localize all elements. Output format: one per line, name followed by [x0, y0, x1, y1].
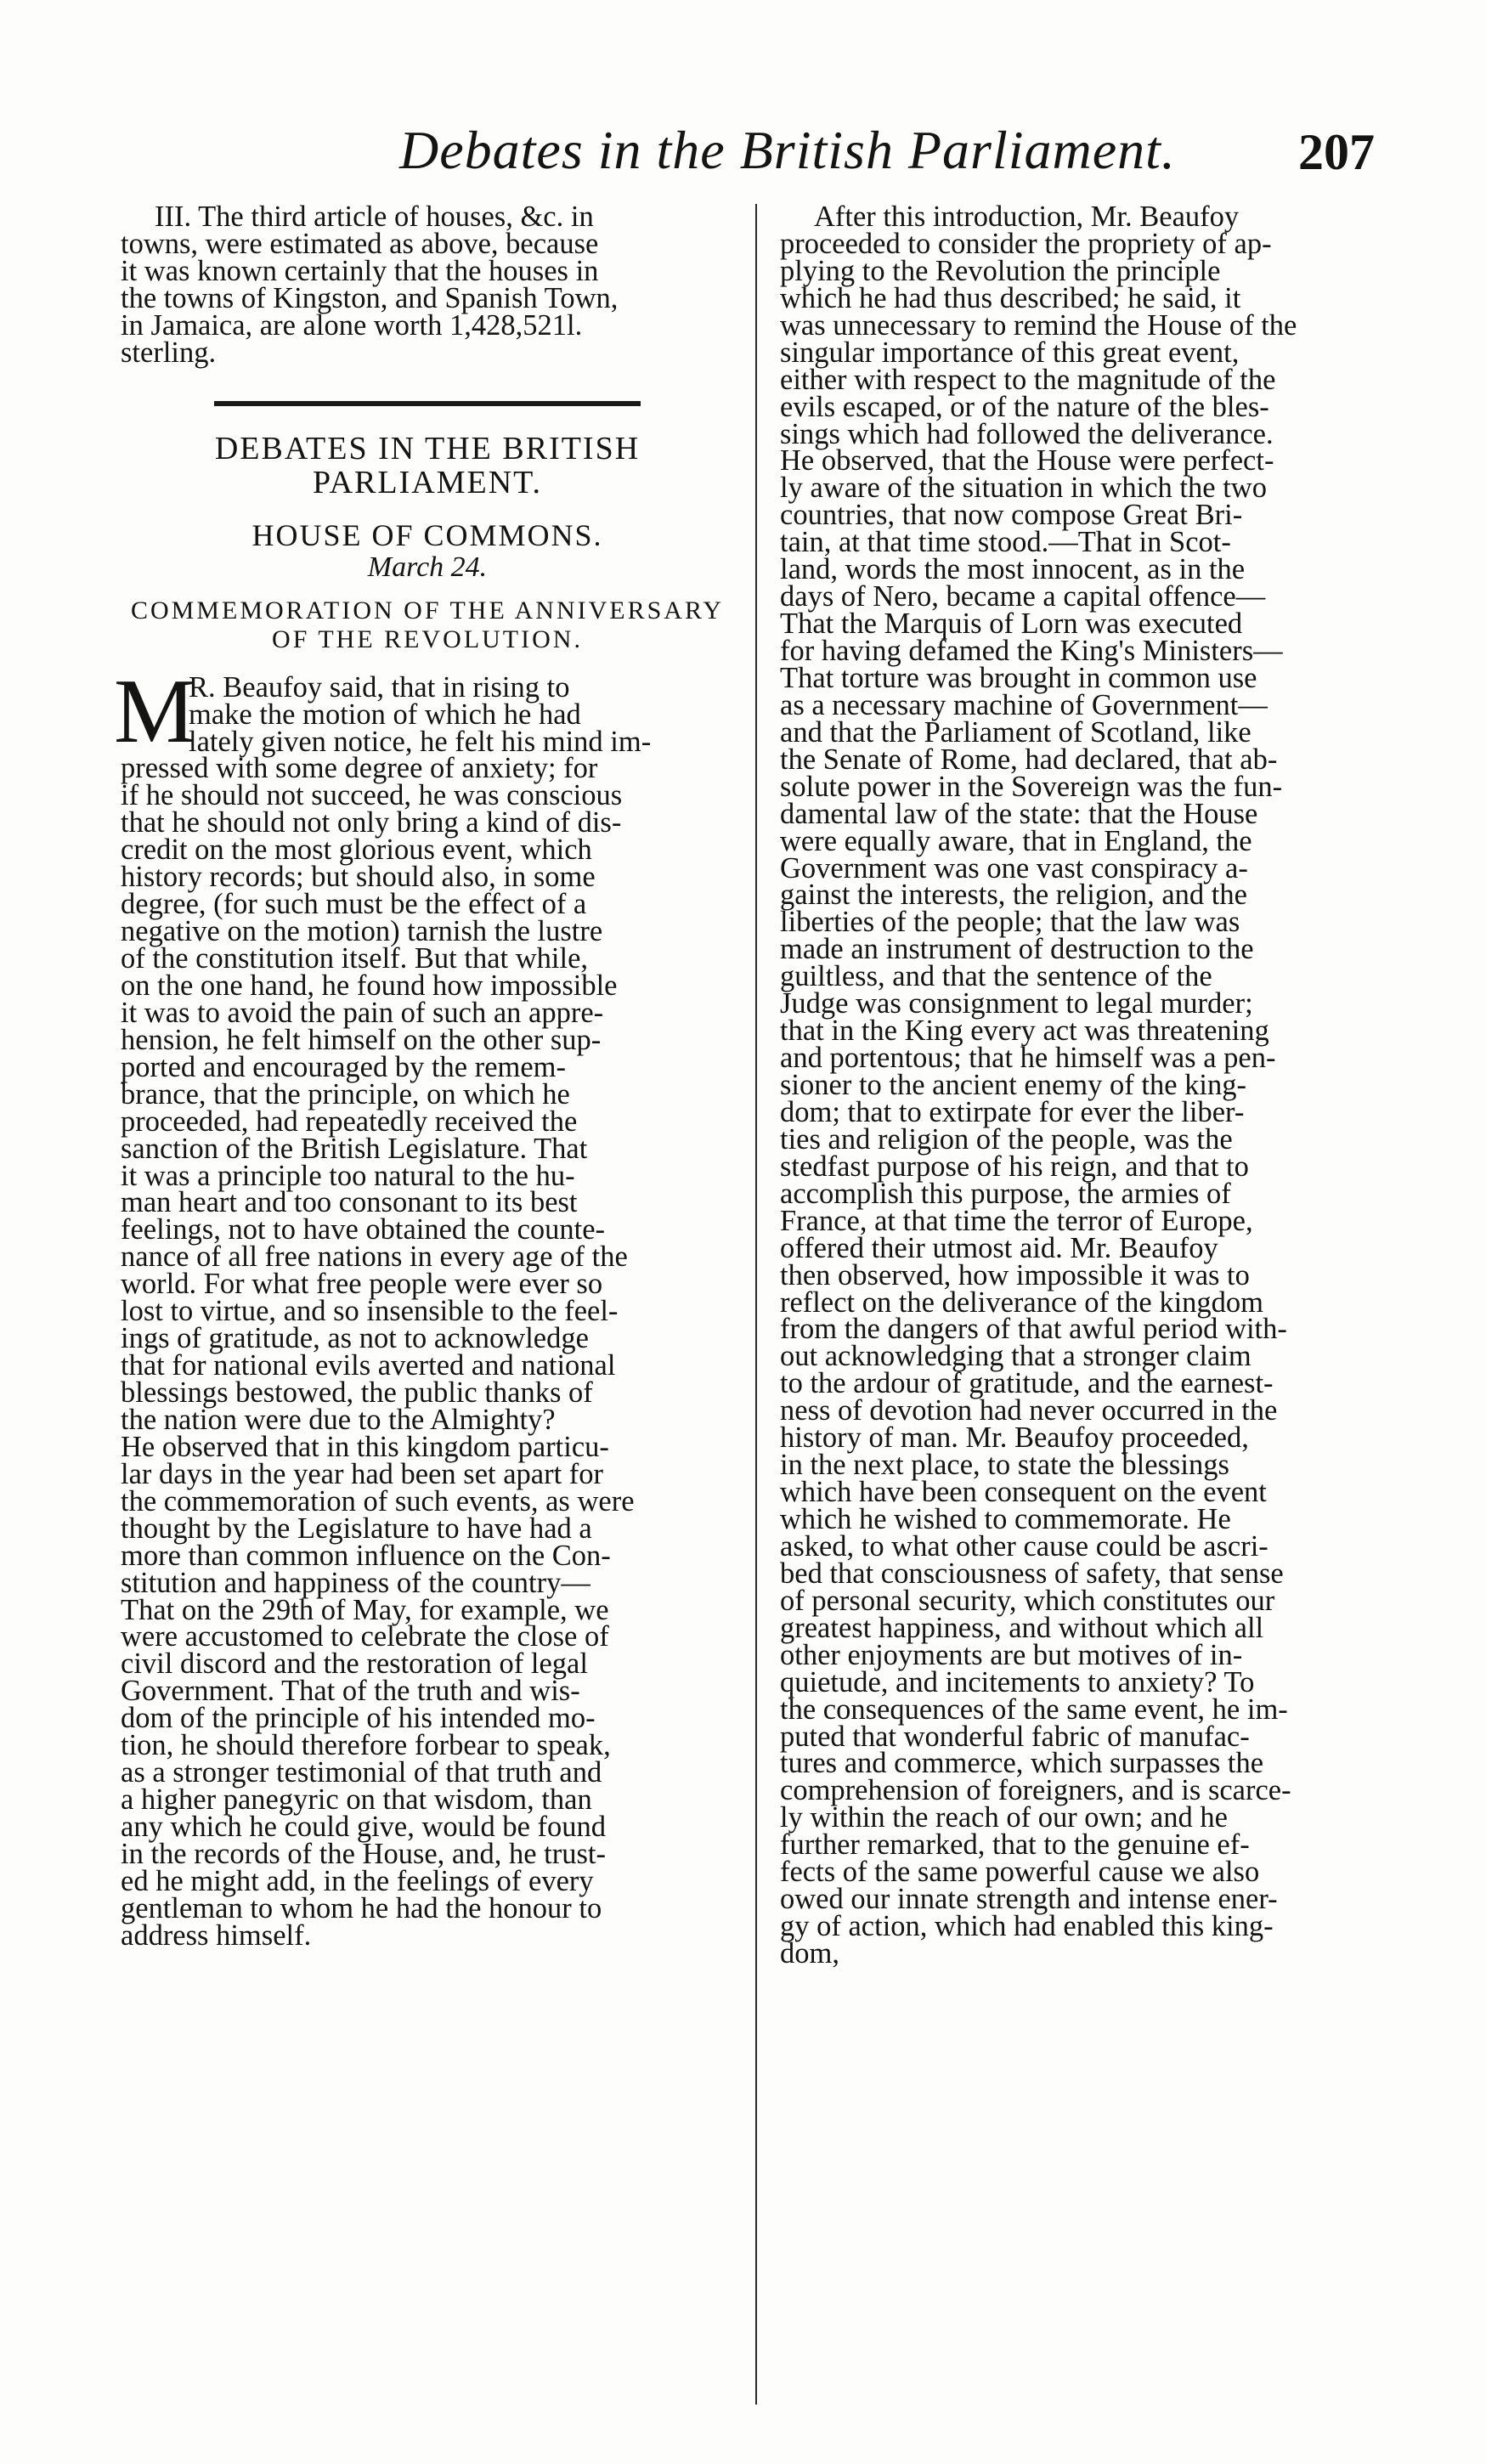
- drop-cap: M: [114, 660, 196, 762]
- text-line: proceeded to consider the propriety of ap-: [780, 227, 1272, 260]
- text-line: thought by the Legislature to have had a: [121, 1512, 592, 1545]
- intro-paragraph: [121, 201, 734, 369]
- text-line: tain, at that time stood.—That in Scot-: [780, 526, 1231, 559]
- text-line: ings of gratitude, as not to acknowledge: [121, 1322, 589, 1355]
- text-line: then observed, how impossible it was to: [780, 1258, 1250, 1291]
- text-line: for having defamed the King's Ministers—: [780, 635, 1283, 667]
- text-line: address himself.: [121, 1919, 312, 1952]
- text-line: civil discord and the restoration of legal: [121, 1647, 588, 1681]
- text-line: damental law of the state: that the House: [780, 797, 1258, 830]
- text-line: the consequences of the same event, he im-: [780, 1693, 1288, 1726]
- text-line: the commemoration of such events, as were: [121, 1484, 635, 1517]
- text-line: and portentous; that he himself was a pen-: [780, 1042, 1276, 1075]
- text-line: Government. That of the truth and wis-: [121, 1675, 580, 1708]
- text-line: a higher panegyric on that wisdom, than: [121, 1783, 592, 1817]
- section-rule: [214, 401, 641, 406]
- text-line: After this introduction, Mr. Beaufoy: [814, 201, 1240, 233]
- text-line: offered their utmost aid. Mr. Beaufoy: [780, 1231, 1218, 1264]
- text-line: it was known certainly that the houses in: [121, 254, 599, 287]
- text-line: gentleman to whom he had the honour to: [121, 1891, 602, 1924]
- text-line: tion, he should therefore forbear to speak,: [121, 1729, 611, 1762]
- text-line: that he should not only bring a kind of dis-: [121, 806, 622, 839]
- text-line: more than common influence on the Con-: [121, 1539, 611, 1572]
- text-line: owed our innate strength and intense ener-: [780, 1883, 1278, 1916]
- text-line: ly aware of the situation in which the two: [780, 472, 1267, 505]
- text-line: in Jamaica, are alone worth 1,428,521l.: [121, 308, 583, 342]
- text-line: ly within the reach of our own; and he: [780, 1801, 1228, 1834]
- text-line: other enjoyments are but motives of in-: [780, 1638, 1243, 1671]
- text-line: guiltless, and that the sentence of the: [780, 960, 1212, 993]
- text-line: evils escaped, or of the nature of the bles-: [780, 390, 1269, 423]
- text-line: lost to virtue, and so insensible to the feel-: [121, 1295, 619, 1328]
- text-line: either with respect to the magnitude of the: [780, 363, 1276, 396]
- house-title: HOUSE OF COMMONS.: [251, 517, 603, 552]
- text-line: if he should not succeed, he was conscious: [121, 779, 623, 812]
- text-line: proceeded, had repeatedly received the: [121, 1105, 578, 1138]
- text-line: it was to avoid the pain of such an appre-: [121, 996, 604, 1029]
- text-line: negative on the motion) tarnish the lustre: [121, 915, 603, 948]
- text-line: stedfast purpose of his reign, and that to: [780, 1150, 1249, 1183]
- text-line: sterling.: [121, 336, 217, 369]
- text-line: sioner to the ancient enemy of the king-: [780, 1069, 1246, 1101]
- text-line: liberties of the people; that the law was: [780, 906, 1240, 939]
- text-line: the Senate of Rome, had declared, that ab-: [780, 743, 1278, 776]
- debate-subject: COMMEMORATION OF THE ANNIVERSARY OF THE REVOLUTION.: [130, 596, 724, 653]
- text-line: history records; but should also, in some: [121, 861, 596, 894]
- left-column: [114, 201, 734, 1952]
- text-line: stitution and happiness of the country—: [121, 1566, 590, 1599]
- text-line: of the constitution itself. But that while,: [121, 942, 589, 975]
- section-title: DEBATES IN THE BRITISH PARLIAMENT.: [214, 430, 641, 500]
- text-line: history of man. Mr. Beaufoy proceeded,: [780, 1421, 1249, 1455]
- text-line: which have been consequent on the event: [780, 1476, 1267, 1509]
- text-line: reflect on the deliverance of the kingdom: [780, 1286, 1264, 1319]
- continued-speech: [780, 201, 1398, 1970]
- text-line: ported and encouraged by the remem-: [121, 1050, 566, 1083]
- text-line: comprehension of foreigners, and is scarce-: [780, 1774, 1291, 1807]
- text-line: ties and religion of the people, was the: [780, 1122, 1233, 1156]
- text-line: dom of the principle of his intended mo-: [121, 1702, 596, 1735]
- text-line: in the next place, to state the blessings: [780, 1449, 1229, 1482]
- text-line: man heart and too consonant to its best: [121, 1186, 578, 1219]
- text-line: which he wished to commemorate. He: [780, 1503, 1231, 1535]
- text-line: were accustomed to celebrate the close of: [121, 1620, 609, 1653]
- text-line: France, at that time the terror of Europe,: [780, 1204, 1253, 1237]
- text-line: bed that consciousness of safety, that sense: [780, 1557, 1284, 1590]
- text-line: on the one hand, he found how impossible: [121, 969, 618, 1002]
- text-line: as a stronger testimonial of that truth and: [121, 1756, 602, 1789]
- text-line: sings which had followed the deliverance.: [780, 417, 1274, 450]
- text-line: it was a principle too natural to the hu-: [121, 1159, 575, 1192]
- text-line: were equally aware, that in England, the: [780, 824, 1252, 857]
- text-line: made an instrument of destruction to the: [780, 933, 1254, 966]
- text-line: fects of the same powerful cause we also: [780, 1856, 1260, 1889]
- text-line: hension, he felt himself on the other sup-: [121, 1023, 602, 1056]
- text-line: That the Marquis of Lorn was executed: [780, 608, 1243, 641]
- text-line: of personal security, which constitutes our: [780, 1584, 1275, 1617]
- text-line: out acknowledging that a stronger claim: [780, 1340, 1252, 1373]
- text-line: world. For what free people were ever so: [121, 1268, 603, 1301]
- text-line: gainst the interests, the religion, and the: [780, 879, 1247, 912]
- text-line: puted that wonderful fabric of manufac-: [780, 1720, 1250, 1753]
- text-line: quietude, and incitements to anxiety? To: [780, 1665, 1255, 1698]
- text-line: gy of action, which had enabled this king-: [780, 1910, 1274, 1943]
- text-line: sanction of the British Legislature. That: [121, 1132, 588, 1165]
- text-line: the nation were due to the Almighty?: [121, 1403, 556, 1436]
- text-line: solute power in the Sovereign was the fun-: [780, 770, 1283, 803]
- text-line: R. Beaufoy said, that in rising to: [189, 670, 570, 704]
- text-line: towns, were estimated as above, because: [121, 227, 599, 260]
- speech-paragraph: [114, 660, 734, 1952]
- text-line: that in the King every act was threatening: [780, 1014, 1269, 1048]
- text-line: Government was one vast conspiracy a-: [780, 851, 1248, 884]
- text-line: credit on the most glorious event, which: [121, 834, 592, 867]
- text-line: III. The third article of houses, &c. in: [155, 201, 594, 233]
- running-head: Debates in the British Parliament.: [399, 120, 1176, 180]
- text-line: as a necessary machine of Government—: [780, 688, 1268, 721]
- text-line: He observed, that the House were perfect-: [780, 444, 1274, 478]
- text-line: tures and commerce, which surpasses the: [780, 1747, 1264, 1780]
- text-line: plying to the Revolution the principle: [780, 254, 1221, 287]
- text-line: feelings, not to have obtained the counte-: [121, 1213, 606, 1246]
- text-line: lately given notice, he felt his mind im-: [189, 725, 652, 758]
- text-line: to the ardour of gratitude, and the earnest-: [780, 1367, 1274, 1400]
- text-line: land, words the most innocent, as in the: [780, 553, 1246, 586]
- text-line: further remarked, that to the genuine ef-: [780, 1828, 1250, 1862]
- text-line: ness of devotion had never occurred in the: [780, 1394, 1278, 1427]
- debate-date: March 24.: [367, 551, 488, 583]
- text-line: countries, that now compose Great Bri-: [780, 499, 1243, 532]
- text-line: from the dangers of that awful period with-: [780, 1313, 1287, 1346]
- text-line: make the motion of which he had: [189, 698, 581, 731]
- text-line: asked, to what other cause could be ascri-: [780, 1529, 1268, 1563]
- column-divider: [755, 204, 757, 2405]
- text-line: in the records of the House, and, he trust-: [121, 1837, 607, 1870]
- text-line: days of Nero, became a capital offence—: [780, 580, 1266, 613]
- text-line: degree, (for such must be the effect of a: [121, 888, 587, 921]
- right-column: [780, 201, 1398, 1970]
- text-line: ed he might add, in the feelings of every: [121, 1864, 594, 1897]
- text-line: was unnecessary to remind the House of the: [780, 308, 1297, 342]
- text-line: that for national evils averted and national: [121, 1349, 616, 1382]
- text-line: and that the Parliament of Scotland, like: [780, 715, 1252, 749]
- text-line: pressed with some degree of anxiety; for: [121, 752, 598, 785]
- text-line: the towns of Kingston, and Spanish Town,: [121, 281, 619, 314]
- page-number: 207: [1298, 124, 1375, 180]
- text-line: dom; that to extirpate for ever the liber-: [780, 1095, 1245, 1128]
- text-line: singular importance of this great event,: [780, 336, 1240, 369]
- text-line: dom,: [780, 1937, 839, 1970]
- text-line: greatest happiness, and without which all: [780, 1611, 1264, 1644]
- text-line: That on the 29th of May, for example, we: [121, 1593, 609, 1626]
- text-line: He observed that in this kingdom particu-: [121, 1430, 609, 1463]
- speech-body: [121, 752, 734, 1952]
- text-line: which he had thus described; he said, it: [780, 281, 1241, 314]
- text-line: nance of all free nations in every age of the: [121, 1240, 628, 1274]
- text-line: blessings bestowed, the public thanks of: [121, 1376, 593, 1409]
- text-line: brance, that the principle, on which he: [121, 1077, 570, 1110]
- text-line: lar days in the year had been set apart for: [121, 1457, 604, 1490]
- text-line: Judge was consignment to legal murder;: [780, 987, 1253, 1020]
- text-line: accomplish this purpose, the armies of: [780, 1177, 1231, 1210]
- text-line: any which he could give, would be found: [121, 1811, 607, 1843]
- text-line: That torture was brought in common use: [780, 661, 1257, 694]
